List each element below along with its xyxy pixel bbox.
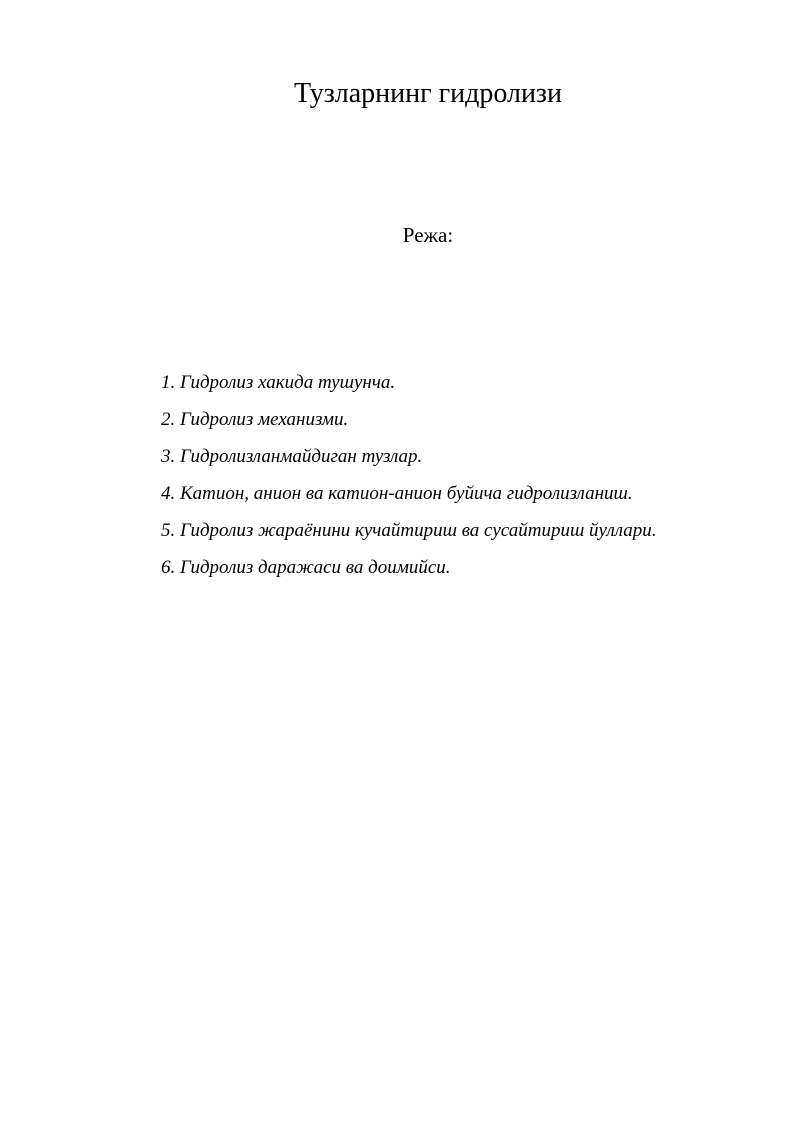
plan-list: [161, 364, 657, 586]
plan-item: 1. Гидролиз хакида тушунча.: [161, 372, 396, 393]
plan-item: 2. Гидролиз механизми.: [161, 409, 349, 430]
plan-item: 5. Гидролиз жараёнини кучайтириш ва сусайтириш йуллари.: [161, 520, 657, 541]
plan-item: 3. Гидролизланмайдиган тузлар.: [161, 446, 423, 467]
plan-item: 4. Катион, анион ва катион-анион буйича гидролизланиш.: [161, 483, 633, 504]
document-title: Тузларнинг гидролизи: [294, 78, 562, 109]
plan-heading: Режа:: [402, 223, 454, 247]
plan-item: 6. Гидролиз даражаси ва доимийси.: [161, 557, 451, 578]
